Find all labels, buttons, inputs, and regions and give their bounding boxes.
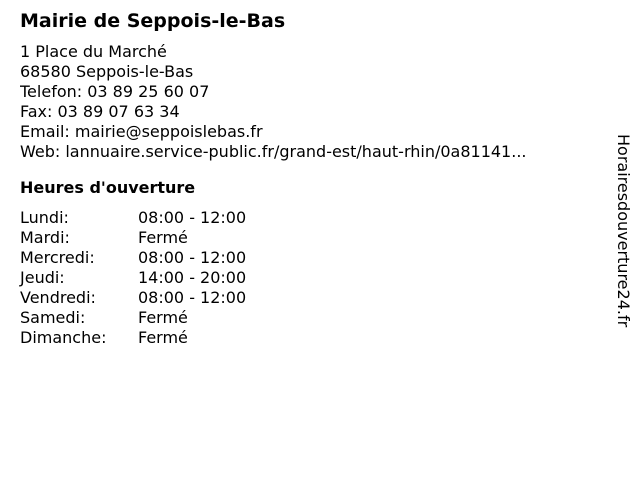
hours-day: Samedi: — [20, 308, 86, 327]
hours-row-lundi — [20, 208, 600, 228]
hours-title: Heures d'ouverture — [20, 178, 196, 197]
hours-day: Vendredi: — [20, 288, 96, 307]
hours-time: Fermé — [138, 328, 188, 347]
address-line-2: 68580 Seppois-le-Bas — [20, 62, 194, 81]
hours-row-samedi — [20, 308, 600, 328]
hours-row-vendredi — [20, 288, 600, 308]
hours-day: Mercredi: — [20, 248, 95, 267]
hours-row-dimanche — [20, 328, 600, 348]
fax-line: Fax: 03 89 07 63 34 — [20, 102, 180, 121]
hours-row-mardi — [20, 228, 600, 248]
address-line-1: 1 Place du Marché — [20, 42, 167, 61]
brand-watermark[interactable]: Horairesdouverture24.fr — [614, 134, 633, 328]
hours-row-jeudi — [20, 268, 600, 288]
web-link[interactable]: Web: lannuaire.service-public.fr/grand-est/haut-rhin/0a81141... — [20, 142, 527, 161]
hours-time: Fermé — [138, 228, 188, 247]
hours-time: 08:00 - 12:00 — [138, 208, 247, 227]
hours-time: 08:00 - 12:00 — [138, 288, 247, 307]
email-line[interactable]: Email: mairie@seppoislebas.fr — [20, 122, 263, 141]
hours-day: Mardi: — [20, 228, 70, 247]
hours-table — [20, 208, 600, 348]
hours-day: Dimanche: — [20, 328, 107, 347]
hours-time: 08:00 - 12:00 — [138, 248, 247, 267]
hours-day: Lundi: — [20, 208, 69, 227]
page-title: Mairie de Seppois-le-Bas — [20, 10, 286, 32]
hours-time: Fermé — [138, 308, 188, 327]
phone-line[interactable]: Telefon: 03 89 25 60 07 — [20, 82, 210, 101]
contact-card — [20, 8, 600, 348]
hours-row-mercredi — [20, 248, 600, 268]
hours-day: Jeudi: — [20, 268, 65, 287]
hours-time: 14:00 - 20:00 — [138, 268, 247, 287]
